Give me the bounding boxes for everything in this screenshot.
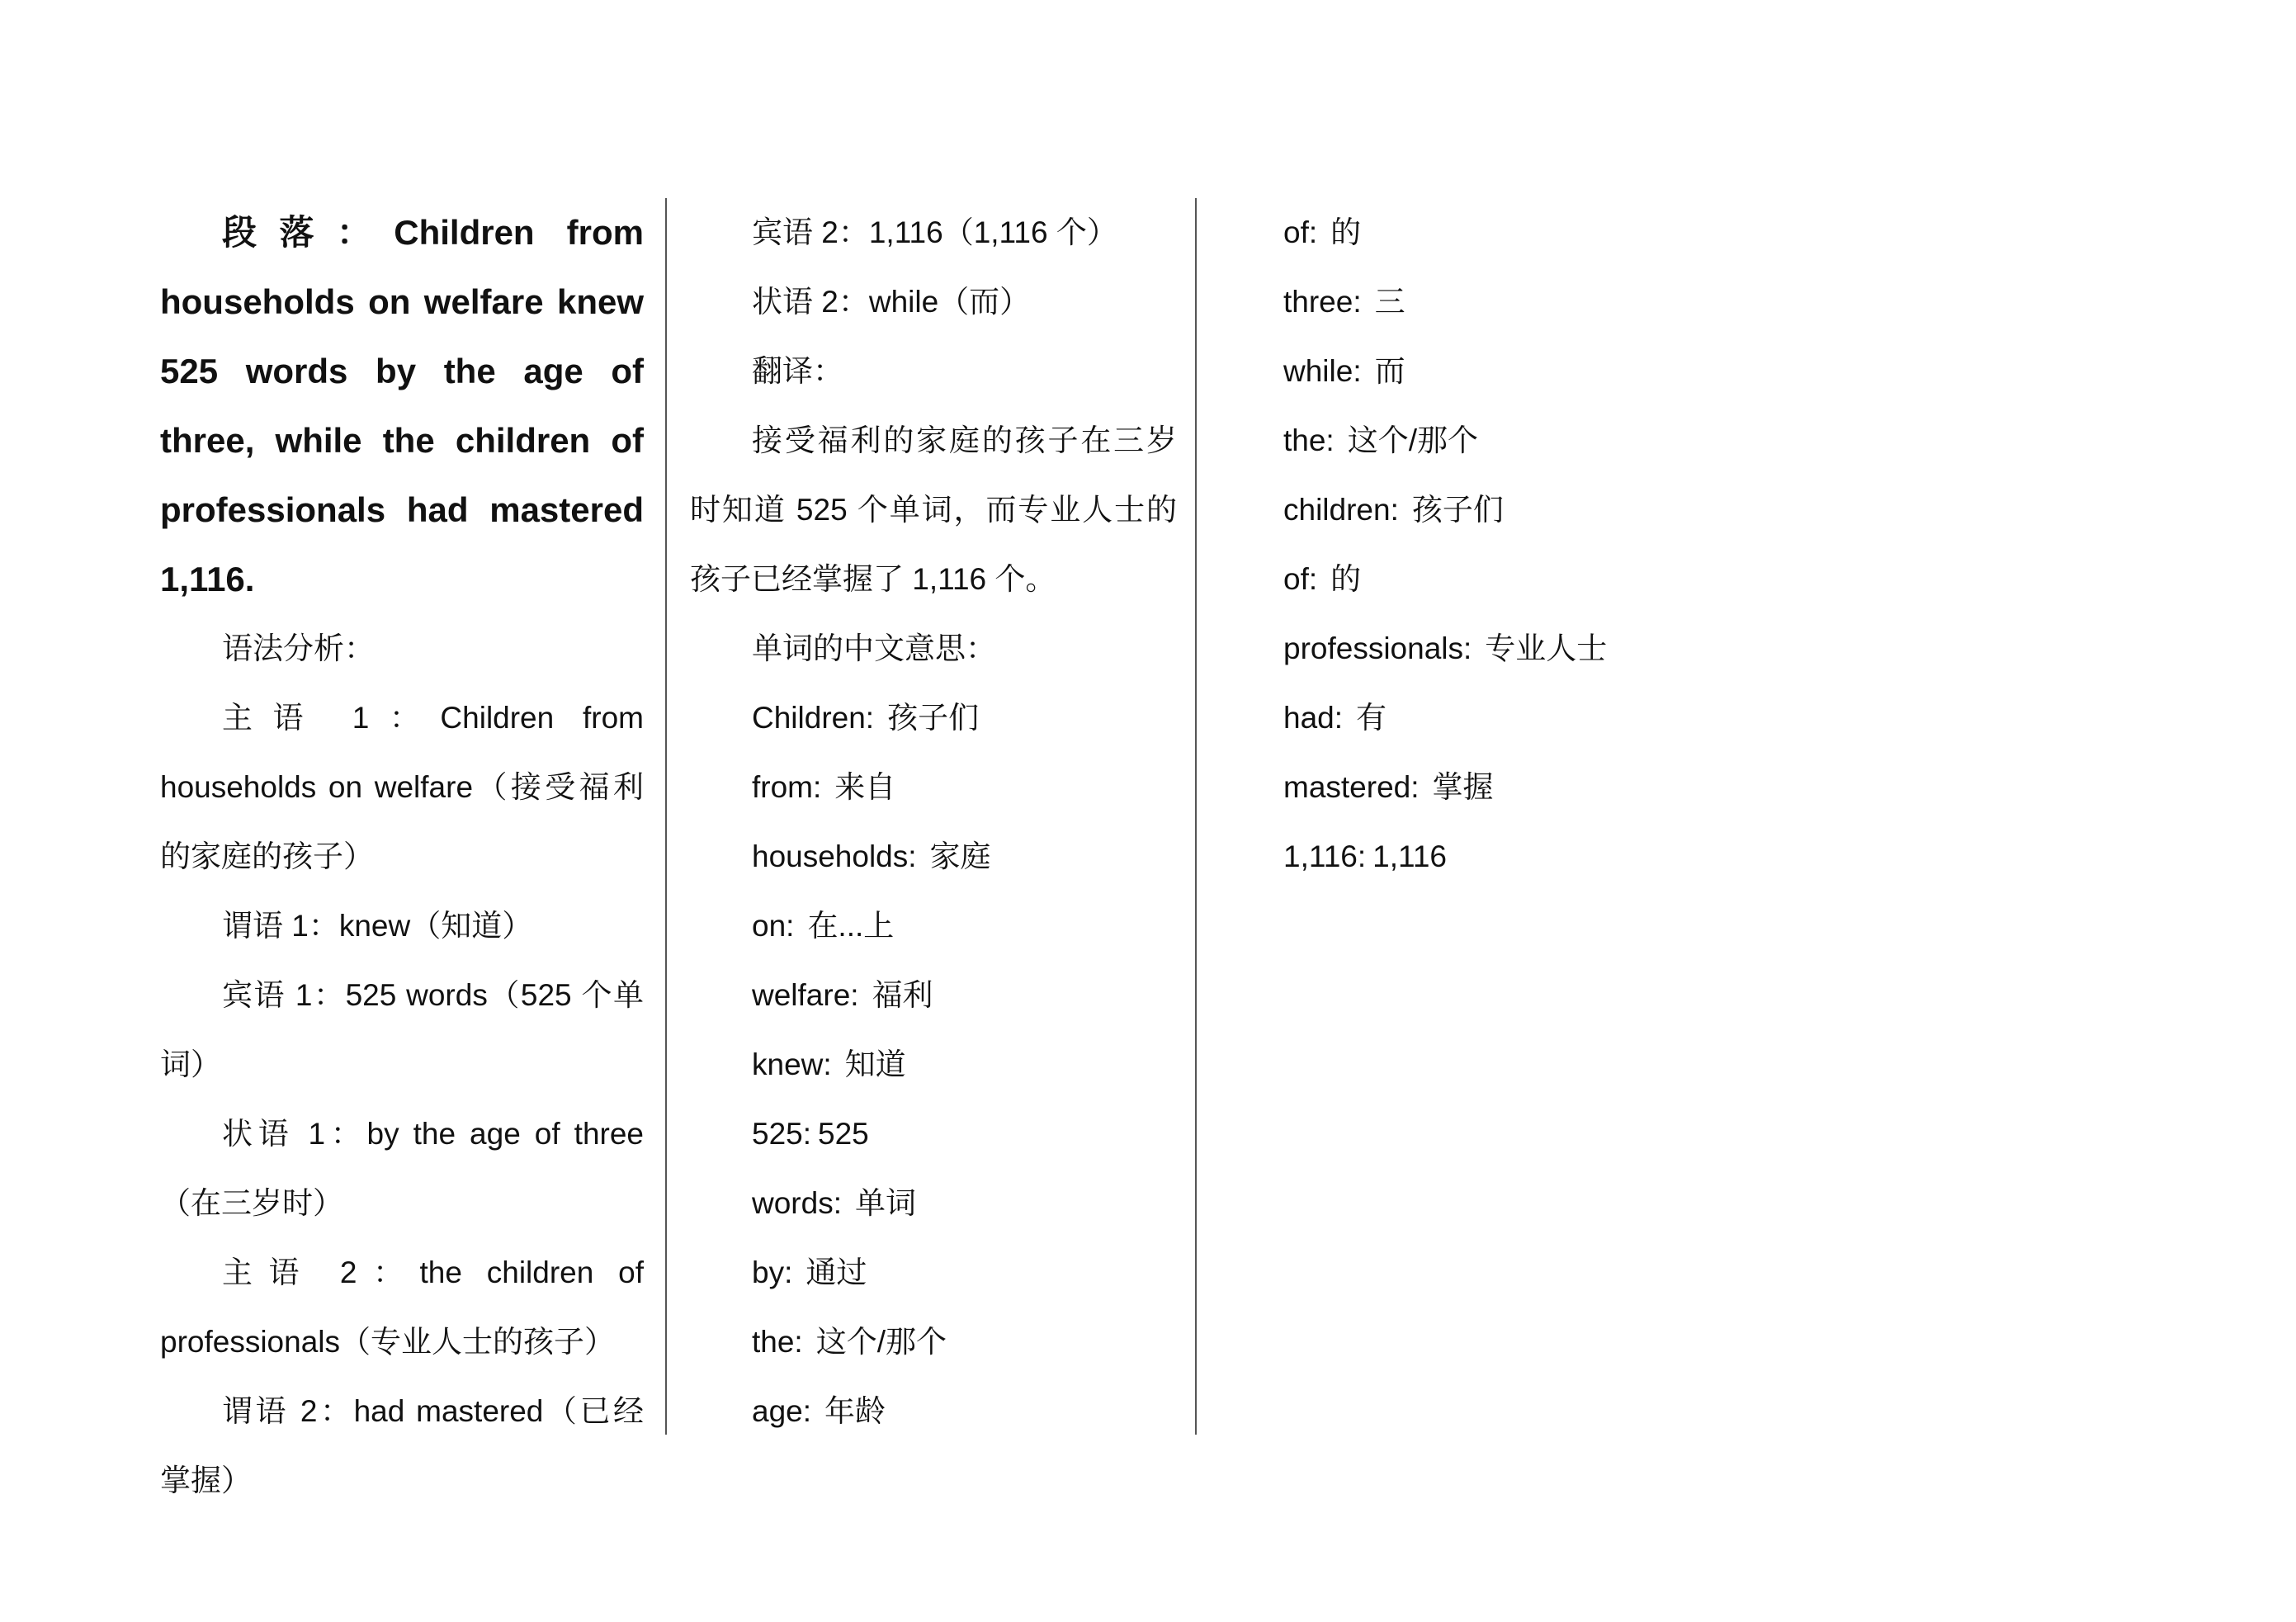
vocab-meaning: 的 [1330, 215, 1362, 249]
vocab-word: 1,116: [1283, 839, 1367, 873]
vocab-meaning: 单词 [854, 1186, 916, 1220]
column-2 [690, 198, 1177, 1446]
vocab-word: while: [1283, 354, 1362, 388]
grammar-text: the children of professionals（专业人士的孩子） [160, 1256, 644, 1359]
vocab-meaning: 的 [1330, 562, 1362, 596]
vocab-word: age: [752, 1394, 812, 1428]
grammar-label: 主语 1： [222, 701, 441, 735]
grammar-object-2 [690, 198, 1177, 267]
vocab-word: of: [1283, 215, 1318, 249]
vocab-item [1283, 614, 1861, 683]
vocab-word: the: [752, 1325, 803, 1359]
vocab-item [1283, 683, 1861, 753]
vocab-word: 525: [752, 1117, 812, 1151]
vocab-item [1283, 337, 1861, 406]
vocab-word: Children: [752, 701, 875, 735]
vocab-word: three: [1283, 285, 1362, 319]
vocab-meaning: 掌握 [1432, 770, 1494, 804]
paragraph-heading: 段落：Children from households on welfare knew 525 words by the age of three, while the children of professionals had mastered 1,116. [160, 213, 644, 598]
vocab-meaning: 福利 [872, 978, 933, 1012]
vocab-word: households: [752, 839, 917, 873]
vocab-meaning: 1,116 [1372, 839, 1447, 873]
column-1 [160, 198, 644, 1516]
grammar-label: 谓语 1： [222, 909, 339, 943]
vocab-meaning: 孩子们 [1411, 493, 1504, 527]
vocab-title: 单词的中文意思： [752, 631, 996, 665]
vocab-item [690, 1030, 1177, 1099]
vocab-item [690, 1377, 1177, 1446]
vocab-meaning: 有 [1356, 701, 1387, 735]
vocab-item [1283, 198, 1861, 267]
vocab-meaning: 这个/那个 [815, 1325, 947, 1359]
vocab-item [1283, 822, 1861, 891]
vocab-meaning: 525 [818, 1117, 869, 1151]
vocab-meaning: 来自 [834, 770, 896, 804]
vocab-meaning: 年龄 [824, 1394, 886, 1428]
vocab-meaning: 知道 [844, 1047, 906, 1081]
grammar-label: 状语 1： [222, 1117, 367, 1151]
vocab-item [690, 822, 1177, 891]
grammar-text: by the age of three（在三岁时） [160, 1117, 644, 1220]
grammar-predicate-1 [160, 891, 644, 961]
vocab-word: children: [1283, 493, 1399, 527]
vocab-word: by: [752, 1256, 793, 1289]
vocab-item [690, 683, 1177, 753]
grammar-label: 宾语 1： [222, 978, 346, 1012]
vocab-meaning: 孩子们 [887, 701, 980, 735]
vocab-item [690, 1238, 1177, 1308]
column-divider-left [665, 198, 667, 1435]
vocab-item [690, 961, 1177, 1030]
grammar-label: 状语 2： [752, 285, 869, 319]
vocab-word: from: [752, 770, 822, 804]
grammar-label: 主语 2： [222, 1256, 420, 1289]
translation-text: 接受福利的家庭的孩子在三岁时知道 525 个单词，而专业人士的孩子已经掌握了 1,116 个。 [690, 423, 1177, 596]
vocab-meaning: 通过 [805, 1256, 867, 1289]
grammar-label: 谓语 2： [222, 1394, 354, 1428]
vocab-item [690, 891, 1177, 961]
grammar-text: 525 words（525 个单词） [160, 978, 644, 1081]
vocab-meaning: 而 [1374, 354, 1405, 388]
grammar-adverbial-1 [160, 1099, 644, 1238]
vocab-item [690, 1169, 1177, 1238]
vocab-item [1283, 475, 1861, 545]
vocab-item [690, 753, 1177, 822]
vocab-word: of: [1283, 562, 1318, 596]
grammar-label: 宾语 2： [752, 215, 869, 249]
vocab-item [1283, 267, 1861, 337]
vocab-word: the: [1283, 423, 1335, 457]
translation-title: 翻译： [752, 354, 843, 388]
vocab-meaning: 在...上 [807, 909, 895, 943]
grammar-object-1 [160, 961, 644, 1099]
vocab-item [1283, 545, 1861, 614]
vocab-word: had: [1283, 701, 1344, 735]
vocab-word: mastered: [1283, 770, 1420, 804]
grammar-adverbial-2 [690, 267, 1177, 337]
grammar-text: Children from households on welfare（接受福利的家庭的孩子） [160, 701, 645, 873]
grammar-subject-2 [160, 1238, 644, 1377]
vocab-meaning: 三 [1374, 285, 1405, 319]
vocab-item [690, 1308, 1177, 1377]
column-3 [1283, 198, 1861, 891]
grammar-subject-1 [160, 683, 644, 891]
vocab-word: words: [752, 1186, 842, 1220]
vocab-word: welfare: [752, 978, 859, 1012]
grammar-text: had mastered（已经掌握） [160, 1394, 644, 1497]
vocab-meaning: 专业人士 [1485, 631, 1608, 665]
grammar-title: 语法分析： [222, 631, 375, 665]
vocab-meaning: 家庭 [929, 839, 991, 873]
vocab-item [690, 1099, 1177, 1169]
grammar-text: 1,116（1,116 个） [868, 215, 1117, 249]
vocab-item [1283, 406, 1861, 475]
vocab-word: professionals: [1283, 631, 1472, 665]
vocab-word: on: [752, 909, 795, 943]
vocab-meaning: 这个/那个 [1347, 423, 1478, 457]
grammar-predicate-2 [160, 1377, 644, 1516]
vocab-item [1283, 753, 1861, 822]
grammar-text: knew（知道） [338, 909, 533, 943]
vocab-word: knew: [752, 1047, 832, 1081]
column-divider-right [1195, 198, 1197, 1435]
grammar-text: while（而） [868, 285, 1031, 319]
